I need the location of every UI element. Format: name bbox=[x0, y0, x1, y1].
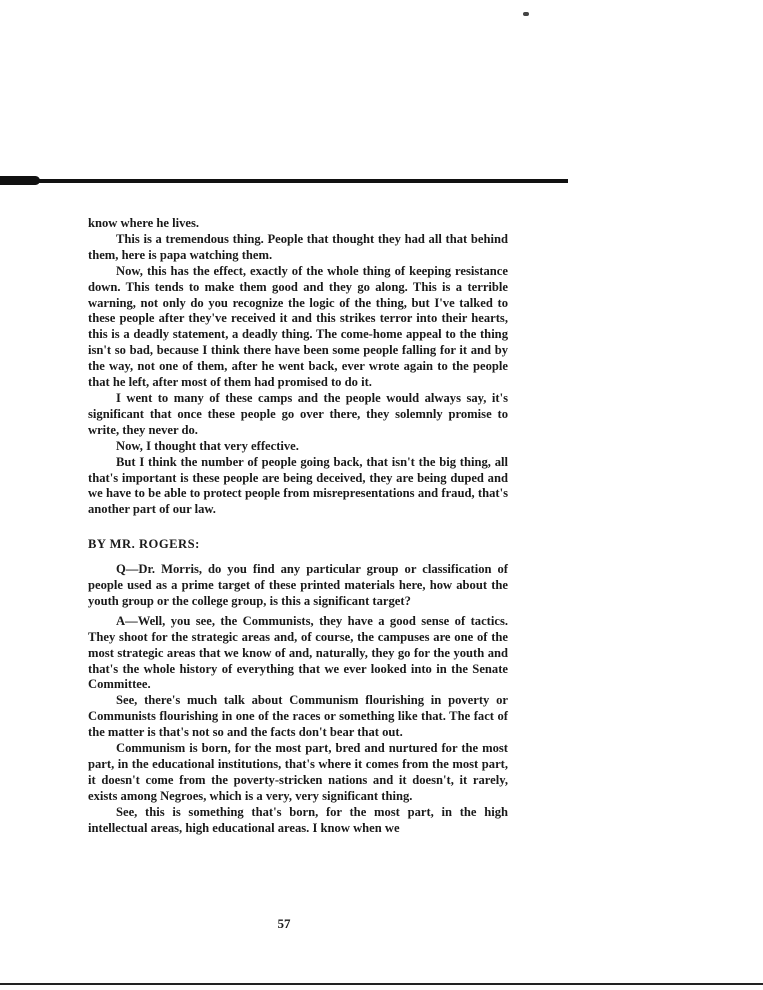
paragraph: See, this is something that's born, for the most part, in the high intellectual areas, high educational areas. I know when we bbox=[88, 804, 508, 835]
paragraph: But I think the number of people going back, that isn't the big thing, all that's important is these people are being deceived, they are being duped and we have to be able to protect people from misrepresentations and fraud, that's another part of our law. bbox=[88, 454, 508, 517]
paragraph: This is a tremendous thing. People that thought they had all that behind them, here is papa watching them. bbox=[88, 231, 508, 262]
header-rule bbox=[0, 179, 568, 183]
transcript-body bbox=[88, 216, 508, 837]
question-paragraph: Q—Dr. Morris, do you find any particular group or classification of people used as a prime target of these printed materials here, how about the youth group or the college group, is this a significant target? bbox=[88, 562, 508, 608]
paragraph: Now, this has the effect, exactly of the whole thing of keeping resistance down. This tends to make them good and they go along. This is a terrible warning, not only do you recognize the logic of the thing, but I've talked to these people after they've received it and this strikes terror into their hearts, this is a deadly statement, a deadly thing. The come-home appeal to the thing isn't so bad, because I think there have been some people falling for it and by the way, not one of them, after he went back, ever wrote again to the people that he left, after most of them had promised to do it. bbox=[88, 263, 508, 390]
paragraph: See, there's much talk about Communism flourishing in poverty or Communists flourishing in one of the races or something like that. The fact of the matter is that's not so and the facts don't bear that out. bbox=[88, 693, 508, 740]
footer-rule bbox=[0, 983, 763, 985]
page-number: 57 bbox=[277, 916, 291, 931]
paragraph: know where he lives. bbox=[88, 216, 200, 230]
paragraph: I went to many of these camps and the people would always say, it's significant that once these people go over there, they solemnly promise to write, they never do. bbox=[88, 390, 508, 437]
speaker-heading: BY MR. ROGERS: bbox=[88, 537, 200, 552]
paragraph: Now, I thought that very effective. bbox=[116, 438, 299, 453]
paragraph: Communism is born, for the most part, bred and nurtured for the most part, in the educational institutions, that's where it comes from the most part, it doesn't come from the poverty-stricken nations and it doesn't, it rarely, exists among Negroes, which is a very, very significant thing. bbox=[88, 741, 508, 803]
scan-speck bbox=[523, 12, 529, 16]
answer-paragraph: A—Well, you see, the Communists, they have a good sense of tactics. They shoot for the strategic areas and, of course, the campuses are one of the most strategic areas that we know of and, naturally, they go for the youth and that's the whole history of everything that we ever looked into in the Senate Committee. bbox=[88, 613, 508, 692]
